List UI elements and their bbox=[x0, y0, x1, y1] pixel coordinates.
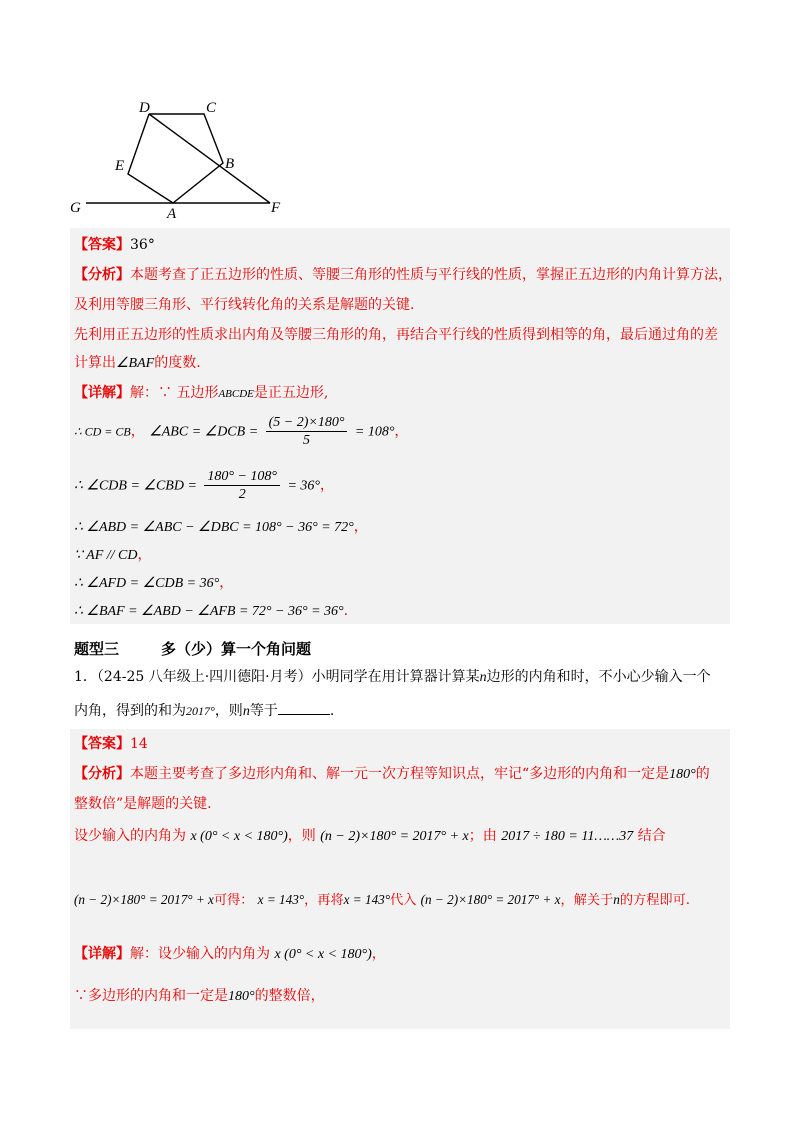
analysis-line-3: 先利用正五边形的性质求出内角及等腰三角形的角，再结合平行线的性质得到相等的角，最后通过角的差 bbox=[74, 327, 718, 343]
analysis2-line-4: (n − 2)×180° = 2017° + x可得： x = 143°，再将x = 143°代入 (n − 2)×180° = 2017° + x，解关于n的方程即可. bbox=[74, 892, 691, 908]
analysis-line-4: 计算出∠BAF的度数. bbox=[74, 355, 201, 371]
detail-step-1: ∴ CD = CB， ∠ABC = ∠DCB = $\frac{(5 - 2)\times 180^\circ}{5}$ = 108°， bbox=[74, 415, 409, 448]
question-1-line-1: 1．（24-25 八年级上·四川德阳·月考）小明同学在用计算器计算某n边形的内角和时，不小心少输入一个 bbox=[74, 669, 711, 685]
analysis2-line-2: 整数倍”是解题的关键. bbox=[74, 796, 212, 812]
solution-panel-2 bbox=[70, 729, 730, 1029]
analysis-line-1: 【分析】本题考查了正五边形的性质、等腰三角形的性质与平行线的性质，掌握正五边形的内角计算方法， bbox=[74, 267, 732, 283]
pentagon-figure bbox=[60, 92, 300, 222]
detail2-line-1: 【详解】解：设少输入的内角为 x (0° < x < 180°)， bbox=[74, 946, 386, 962]
detail-step-5: ∴ ∠AFD = ∠CDB = 36°， bbox=[74, 575, 234, 591]
detail-step-6: ∴ ∠BAF = ∠ABD − ∠AFB = 72° − 36° = 36°. bbox=[74, 603, 349, 619]
solution-panel-1 bbox=[70, 228, 730, 624]
label-A: A bbox=[167, 206, 177, 222]
detail2-line-2: ∵多边形的内角和一定是180°的整数倍， bbox=[74, 988, 325, 1004]
answer-line: 【答案】36° bbox=[74, 237, 155, 253]
label-E: E bbox=[115, 158, 125, 174]
label-C: C bbox=[206, 100, 217, 116]
analysis-line-2: 及利用等腰三角形、平行线转化角的关系是解题的关键. bbox=[74, 297, 415, 313]
answer-line-2: 【答案】14 bbox=[74, 736, 148, 752]
fraction-interior-angle: $\frac{(5 - 2)\times 180^\circ}{5}$ bbox=[266, 414, 348, 449]
label-G: G bbox=[70, 200, 81, 216]
detail-step-3: ∴ ∠ABD = ∠ABC − ∠DBC = 108° − 36° = 72°， bbox=[74, 519, 368, 535]
question-1-line-2: 内角，得到的和为2017°，则n等于 . bbox=[74, 700, 334, 721]
analysis2-line-3: 设少输入的内角为 x (0° < x < 180°)，则 (n − 2)×180° = 2017° + x；由 2017 ÷ 180 = 11……37 结合 bbox=[74, 828, 666, 844]
label-F: F bbox=[271, 200, 281, 216]
answer-blank bbox=[278, 700, 330, 715]
detail-step-4: ∵ AF // CD， bbox=[74, 547, 152, 563]
label-B: B bbox=[225, 156, 235, 172]
section-title: 题型三 多（少）算一个角问题 bbox=[74, 640, 312, 658]
figure-lines bbox=[86, 114, 270, 203]
fraction-base-angle: $\frac{180^\circ - 108^\circ}{2}$ bbox=[204, 468, 280, 503]
label-D: D bbox=[139, 100, 150, 116]
detail-step-2: ∴ ∠CDB = ∠CBD = $\frac{180^\circ - 108^\circ}{2}$ = 36°， bbox=[74, 469, 335, 502]
detail-line-1: 【详解】解：∵ 五边形ABCDE是正五边形, bbox=[74, 385, 329, 401]
analysis2-line-1: 【分析】本题主要考查了多边形内角和、解一元一次方程等知识点，牢记“多边形的内角和一定是180°的 bbox=[74, 766, 710, 782]
